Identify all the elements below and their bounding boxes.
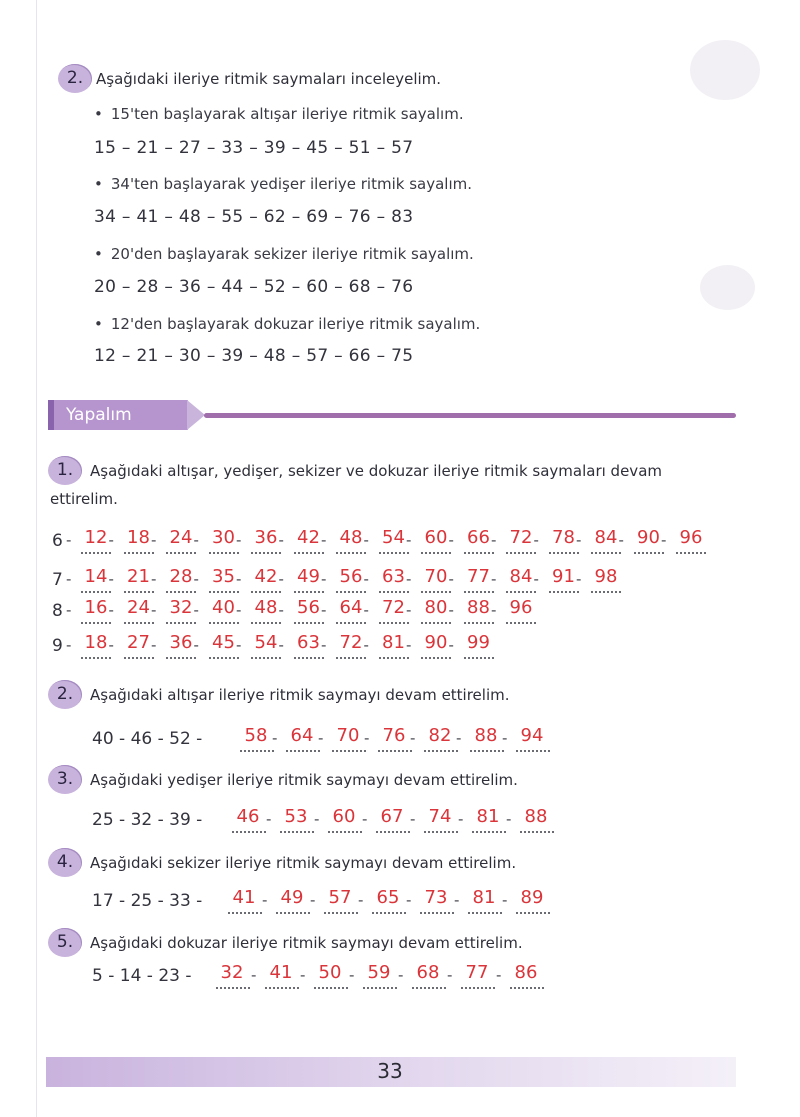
answer-blank xyxy=(376,828,410,833)
answer-blank xyxy=(336,619,366,624)
answer-blank xyxy=(412,984,446,989)
separator: - xyxy=(406,636,412,654)
separator: - xyxy=(193,636,199,654)
filled-answer: 48 xyxy=(339,527,363,548)
answer-blank xyxy=(549,588,579,593)
separator: - xyxy=(447,966,453,984)
answer-blank xyxy=(251,654,281,659)
answer-blank xyxy=(464,549,494,554)
exercise-2-row xyxy=(0,725,760,751)
answer-blank xyxy=(314,984,348,989)
filled-answer: 88 xyxy=(474,725,498,746)
exercise-4-row xyxy=(0,887,760,913)
answer-blank xyxy=(506,619,536,624)
answer-blank xyxy=(124,588,154,593)
filled-answer: 45 xyxy=(212,632,235,653)
separator: - xyxy=(502,891,508,909)
separator: - xyxy=(278,531,284,549)
pencil-tip-icon xyxy=(187,400,205,430)
filled-answer: 88 xyxy=(467,597,490,618)
answer-blank xyxy=(280,828,314,833)
filled-answer: 76 xyxy=(382,725,406,746)
sequence-start: 6 xyxy=(52,531,63,551)
filled-answer: 81 xyxy=(382,632,405,653)
filled-answer: 96 xyxy=(509,597,533,618)
filled-answer: 89 xyxy=(520,887,544,908)
filled-answer: 27 xyxy=(127,632,150,653)
filled-answer: 54 xyxy=(254,632,278,653)
filled-answer: 60 xyxy=(332,806,356,827)
filled-answer: 24 xyxy=(127,597,150,618)
exercise-2-instruction: Aşağıdaki altışar ileriye ritmik saymayı devam ettirelim. xyxy=(90,686,510,704)
exercise-4-instruction: Aşağıdaki sekizer ileriye ritmik saymayı devam ettirelim. xyxy=(90,854,517,872)
sequence-start: 8 xyxy=(52,601,63,621)
filled-answer: 74 xyxy=(428,806,452,827)
answer-blank xyxy=(336,654,366,659)
separator: - xyxy=(108,531,114,549)
separator: - xyxy=(363,601,369,619)
answer-blank xyxy=(378,747,412,752)
separator: - xyxy=(410,810,416,828)
answer-blank xyxy=(265,984,299,989)
separator: - xyxy=(491,570,497,588)
answer-blank xyxy=(286,747,320,752)
separator: - xyxy=(363,570,369,588)
answer-blank xyxy=(372,909,406,914)
filled-answer: 65 xyxy=(376,887,400,908)
exercise-5-row xyxy=(0,962,760,988)
given-numbers: 25 - 32 - 39 - xyxy=(92,810,203,830)
separator: - xyxy=(448,570,454,588)
filled-answer: 16 xyxy=(84,597,108,618)
separator: - xyxy=(262,891,268,909)
filled-answer: 82 xyxy=(428,725,452,746)
answer-blank xyxy=(124,549,154,554)
separator: - xyxy=(410,729,416,747)
filled-answer: 77 xyxy=(465,962,489,983)
filled-answer: 66 xyxy=(467,527,490,548)
filled-answer: 72 xyxy=(339,632,363,653)
filled-answer: 35 xyxy=(212,566,235,587)
separator: - xyxy=(66,601,72,619)
separator: - xyxy=(406,570,412,588)
filled-answer: 18 xyxy=(84,632,108,653)
answer-blank xyxy=(294,588,324,593)
separator: - xyxy=(272,729,278,747)
separator: - xyxy=(314,810,320,828)
filled-answer: 18 xyxy=(127,527,150,548)
filled-answer: 41 xyxy=(269,962,293,983)
answer-blank xyxy=(294,654,324,659)
separator: - xyxy=(151,601,157,619)
separator: - xyxy=(496,966,502,984)
filled-answer: 58 xyxy=(244,725,268,746)
filled-answer: 99 xyxy=(467,632,490,653)
exercise-5-instruction: Aşağıdaki dokuzar ileriye ritmik saymayı devam ettirelim. xyxy=(90,934,523,952)
filled-answer: 80 xyxy=(424,597,448,618)
answer-blank xyxy=(216,984,250,989)
separator: - xyxy=(448,601,454,619)
filled-answer: 91 xyxy=(552,566,575,587)
filled-answer: 64 xyxy=(290,725,314,746)
filled-answer: 48 xyxy=(254,597,278,618)
filled-answer: 59 xyxy=(367,962,391,983)
filled-answer: 28 xyxy=(169,566,193,587)
separator: - xyxy=(363,636,369,654)
separator: - xyxy=(236,636,242,654)
separator: - xyxy=(151,636,157,654)
filled-answer: 70 xyxy=(336,725,360,746)
exercise-3-row xyxy=(0,806,760,832)
separator: - xyxy=(506,810,512,828)
separator: - xyxy=(448,531,454,549)
answer-blank xyxy=(324,909,358,914)
answer-blank xyxy=(251,619,281,624)
answer-blank xyxy=(240,747,274,752)
example-sequence-1: 15 – 21 – 27 – 33 – 39 – 45 – 51 – 57 xyxy=(94,138,414,158)
answer-blank xyxy=(124,619,154,624)
answer-blank xyxy=(251,549,281,554)
exercise-1-badge: 1. xyxy=(48,456,82,485)
filled-answer: 49 xyxy=(280,887,304,908)
answer-blank xyxy=(461,984,495,989)
sequence-row xyxy=(0,527,760,553)
answer-blank xyxy=(472,828,506,833)
separator: - xyxy=(318,729,324,747)
answer-blank xyxy=(464,654,494,659)
sequence-row xyxy=(0,597,760,623)
answer-blank xyxy=(634,549,664,554)
answer-blank xyxy=(421,588,451,593)
answer-blank xyxy=(294,549,324,554)
separator: - xyxy=(363,531,369,549)
answer-blank xyxy=(676,549,706,554)
answer-blank xyxy=(166,654,196,659)
sequence-start: 9 xyxy=(52,636,63,656)
answer-blank xyxy=(549,549,579,554)
filled-answer: 81 xyxy=(476,806,500,827)
separator: - xyxy=(266,810,272,828)
exercise-2-badge: 2. xyxy=(48,680,82,709)
given-numbers: 40 - 46 - 52 - xyxy=(92,729,203,749)
filled-answer: 41 xyxy=(232,887,256,908)
filled-answer: 81 xyxy=(472,887,496,908)
example-sequence-4: 12 – 21 – 30 – 39 – 48 – 57 – 66 – 75 xyxy=(94,346,414,366)
answer-blank xyxy=(336,549,366,554)
bleed-through-shape xyxy=(690,40,760,100)
separator: - xyxy=(278,601,284,619)
filled-answer: 63 xyxy=(297,632,320,653)
answer-blank xyxy=(379,549,409,554)
separator: - xyxy=(491,601,497,619)
filled-answer: 42 xyxy=(297,527,320,548)
separator: - xyxy=(310,891,316,909)
given-numbers: 17 - 25 - 33 - xyxy=(92,891,203,911)
filled-answer: 90 xyxy=(424,632,448,653)
separator: - xyxy=(406,891,412,909)
answer-blank xyxy=(294,619,324,624)
separator: - xyxy=(456,729,462,747)
answer-blank xyxy=(506,588,536,593)
separator: - xyxy=(406,601,412,619)
filled-answer: 40 xyxy=(212,597,235,618)
separator: - xyxy=(358,891,364,909)
separator: - xyxy=(108,636,114,654)
filled-answer: 73 xyxy=(424,887,448,908)
separator: - xyxy=(278,570,284,588)
filled-answer: 50 xyxy=(318,962,342,983)
separator: - xyxy=(406,531,412,549)
exercise-3-instruction: Aşağıdaki yedişer ileriye ritmik saymayı devam ettirelim. xyxy=(90,771,518,789)
answer-blank xyxy=(209,549,239,554)
filled-answer: 24 xyxy=(169,527,193,548)
filled-answer: 84 xyxy=(509,566,533,587)
answer-blank xyxy=(424,828,458,833)
filled-answer: 14 xyxy=(84,566,108,587)
answer-blank xyxy=(470,747,504,752)
filled-answer: 63 xyxy=(382,566,405,587)
filled-answer: 54 xyxy=(382,527,405,548)
filled-answer: 90 xyxy=(637,527,660,548)
answer-blank xyxy=(363,984,397,989)
filled-answer: 72 xyxy=(509,527,533,548)
separator: - xyxy=(364,729,370,747)
filled-answer: 96 xyxy=(679,527,703,548)
separator: - xyxy=(193,570,199,588)
answer-blank xyxy=(421,654,451,659)
section-divider xyxy=(204,413,736,418)
filled-answer: 94 xyxy=(520,725,544,746)
sequence-row xyxy=(0,632,760,658)
separator: - xyxy=(448,636,454,654)
answer-blank xyxy=(276,909,310,914)
filled-answer: 32 xyxy=(169,597,193,618)
separator: - xyxy=(349,966,355,984)
answer-blank xyxy=(81,549,111,554)
page-edge xyxy=(36,0,37,1117)
answer-blank xyxy=(328,828,362,833)
filled-answer: 12 xyxy=(84,527,108,548)
filled-answer: 98 xyxy=(594,566,618,587)
answer-blank xyxy=(379,619,409,624)
example-title: Aşağıdaki ileriye ritmik saymaları inceleyelim. xyxy=(96,70,442,88)
separator: - xyxy=(491,531,497,549)
filled-answer: 30 xyxy=(212,527,235,548)
answer-blank xyxy=(81,588,111,593)
answer-blank xyxy=(379,654,409,659)
bleed-through-shape xyxy=(700,265,755,310)
answer-blank xyxy=(464,619,494,624)
separator: - xyxy=(321,531,327,549)
answer-blank xyxy=(421,619,451,624)
answer-blank xyxy=(506,549,536,554)
filled-answer: 36 xyxy=(169,632,193,653)
sequence-start: 7 xyxy=(52,570,63,590)
exercise-1-instruction-cont: ettirelim. xyxy=(50,490,118,508)
separator: - xyxy=(300,966,306,984)
answer-blank xyxy=(166,549,196,554)
separator: - xyxy=(236,531,242,549)
filled-answer: 56 xyxy=(339,566,363,587)
example-sequence-2: 34 – 41 – 48 – 55 – 62 – 69 – 76 – 83 xyxy=(94,207,414,227)
separator: - xyxy=(251,966,257,984)
separator: - xyxy=(454,891,460,909)
filled-answer: 56 xyxy=(297,597,320,618)
example-number-badge: 2. xyxy=(58,64,92,93)
filled-answer: 72 xyxy=(382,597,405,618)
answer-blank xyxy=(209,588,239,593)
section-banner: Yapalım xyxy=(48,400,188,430)
separator: - xyxy=(362,810,368,828)
exercise-5-badge: 5. xyxy=(48,928,82,957)
filled-answer: 84 xyxy=(594,527,618,548)
answer-blank xyxy=(124,654,154,659)
filled-answer: 32 xyxy=(220,962,244,983)
separator: - xyxy=(151,570,157,588)
filled-answer: 64 xyxy=(339,597,363,618)
separator: - xyxy=(236,570,242,588)
answer-blank xyxy=(166,619,196,624)
answer-blank xyxy=(591,588,621,593)
answer-blank xyxy=(209,619,239,624)
separator: - xyxy=(502,729,508,747)
separator: - xyxy=(576,570,582,588)
filled-answer: 67 xyxy=(380,806,404,827)
filled-answer: 21 xyxy=(127,566,150,587)
filled-answer: 70 xyxy=(424,566,448,587)
exercise-1-instruction: Aşağıdaki altışar, yedişer, sekizer ve dokuzar ileriye ritmik saymaları devam xyxy=(90,462,662,480)
separator: - xyxy=(108,601,114,619)
separator: - xyxy=(321,570,327,588)
answer-blank xyxy=(379,588,409,593)
sequence-row xyxy=(0,566,760,592)
filled-answer: 42 xyxy=(254,566,278,587)
answer-blank xyxy=(510,984,544,989)
filled-answer: 86 xyxy=(514,962,538,983)
answer-blank xyxy=(424,747,458,752)
page-number: 33 xyxy=(377,1059,403,1083)
separator: - xyxy=(398,966,404,984)
separator: - xyxy=(458,810,464,828)
filled-answer: 57 xyxy=(328,887,352,908)
filled-answer: 49 xyxy=(297,566,320,587)
answer-blank xyxy=(516,747,550,752)
given-numbers: 5 - 14 - 23 - xyxy=(92,966,192,986)
separator: - xyxy=(66,636,72,654)
example-bullet-3: • 20'den başlayarak sekizer ileriye ritmik sayalım. xyxy=(94,245,474,263)
answer-blank xyxy=(336,588,366,593)
filled-answer: 78 xyxy=(552,527,575,548)
exercise-3-badge: 3. xyxy=(48,765,82,794)
answer-blank xyxy=(81,619,111,624)
separator: - xyxy=(236,601,242,619)
separator: - xyxy=(278,636,284,654)
exercise-4-badge: 4. xyxy=(48,848,82,877)
filled-answer: 77 xyxy=(467,566,490,587)
separator: - xyxy=(576,531,582,549)
answer-blank xyxy=(251,588,281,593)
answer-blank xyxy=(81,654,111,659)
filled-answer: 46 xyxy=(236,806,260,827)
filled-answer: 60 xyxy=(424,527,448,548)
answer-blank xyxy=(332,747,366,752)
separator: - xyxy=(321,601,327,619)
answer-blank xyxy=(516,909,550,914)
separator: - xyxy=(193,601,199,619)
answer-blank xyxy=(420,909,454,914)
answer-blank xyxy=(520,828,554,833)
separator: - xyxy=(661,531,667,549)
separator: - xyxy=(66,531,72,549)
example-bullet-1: • 15'ten başlayarak altışar ileriye ritmik sayalım. xyxy=(94,105,464,123)
separator: - xyxy=(533,531,539,549)
answer-blank xyxy=(468,909,502,914)
answer-blank xyxy=(591,549,621,554)
filled-answer: 68 xyxy=(416,962,440,983)
answer-blank xyxy=(464,588,494,593)
answer-blank xyxy=(421,549,451,554)
separator: - xyxy=(151,531,157,549)
separator: - xyxy=(321,636,327,654)
filled-answer: 88 xyxy=(524,806,548,827)
example-bullet-2: • 34'ten başlayarak yedişer ileriye ritmik sayalım. xyxy=(94,175,472,193)
filled-answer: 53 xyxy=(284,806,308,827)
separator: - xyxy=(193,531,199,549)
separator: - xyxy=(533,570,539,588)
answer-blank xyxy=(209,654,239,659)
separator: - xyxy=(66,570,72,588)
separator: - xyxy=(108,570,114,588)
answer-blank xyxy=(232,828,266,833)
answer-blank xyxy=(166,588,196,593)
example-sequence-3: 20 – 28 – 36 – 44 – 52 – 60 – 68 – 76 xyxy=(94,277,414,297)
filled-answer: 36 xyxy=(254,527,278,548)
example-bullet-4: • 12'den başlayarak dokuzar ileriye ritmik sayalım. xyxy=(94,315,480,333)
answer-blank xyxy=(228,909,262,914)
separator: - xyxy=(618,531,624,549)
